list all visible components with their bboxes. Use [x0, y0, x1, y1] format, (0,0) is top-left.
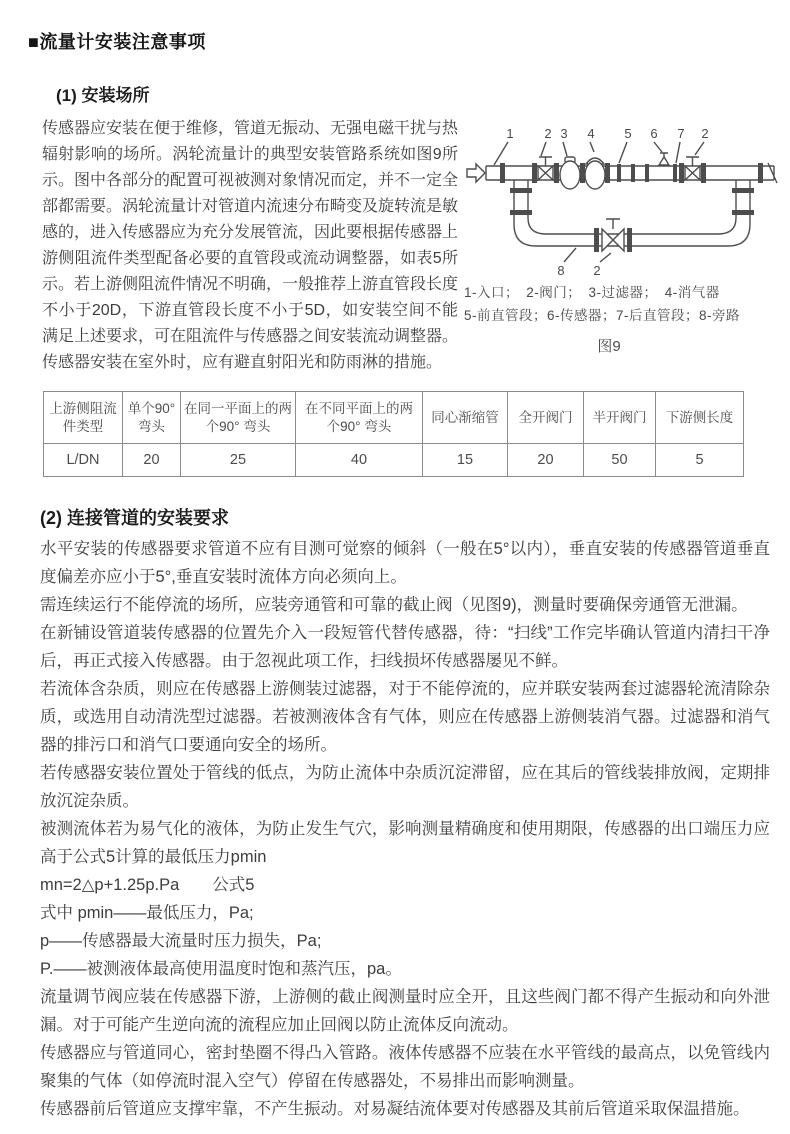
paragraph: 流量调节阀应装在传感器下游，上游侧的截止阀测量时应全开，且这些阀门都不得产生振动和向外泄漏。对于可能产生逆向流的流程应加止回阀以防止流体反向流动。	[40, 988, 770, 1034]
pipe-system-diagram	[464, 122, 784, 280]
formula-line: mn=2△p+1.25p.Pa 公式5	[40, 876, 255, 894]
formula-definition: p——传感器最大流量时压力损失，Pa;	[40, 932, 322, 950]
paragraph: 传感器前后管道应支撑牢靠，不产生振动。对易凝结流体要对传感器及其前后管道采取保温措施。	[40, 1100, 750, 1118]
flow-inlet-arrow-icon	[467, 164, 485, 182]
paragraph: 在新铺设管道装传感器的位置先介入一段短管代替传感器，待：“扫线”工作完毕确认管道内清扫干净后，再正式接入传感器。由于忽视此项工作，扫线损坏传感器屡见不鲜。	[40, 624, 770, 670]
flange	[701, 163, 706, 183]
flange	[732, 188, 754, 193]
table-data-cell: 40	[296, 444, 423, 477]
table-header-cell: 单个90°弯头	[123, 392, 181, 444]
table-data-cell: 20	[508, 444, 584, 477]
figure-9	[464, 116, 788, 376]
part-label: 3	[560, 126, 568, 141]
flange	[627, 228, 632, 252]
flange	[532, 163, 537, 183]
table-header-cell: 在不同平面上的两个90° 弯头	[296, 392, 423, 444]
table-header-row	[44, 392, 744, 444]
part-label: 2	[701, 126, 709, 141]
part-label: 5	[624, 126, 632, 141]
part-label: 2	[544, 126, 552, 141]
valve-stem	[686, 157, 699, 166]
flange	[732, 210, 754, 215]
flange	[580, 163, 585, 183]
flange	[554, 163, 559, 183]
table-data-row	[44, 444, 744, 477]
filter-icon	[560, 161, 580, 189]
figure-label: 图9	[597, 338, 621, 355]
valve-icon	[546, 166, 554, 180]
sensor-stem	[660, 153, 668, 157]
flange	[758, 163, 763, 183]
part-label: 1	[506, 126, 514, 141]
part-label: 4	[587, 126, 595, 141]
page-title: ■流量计安装注意事项	[28, 32, 206, 52]
figure-caption-line1: 1-入口； 2-阀门； 3-过滤器； 4-消气器	[464, 285, 720, 300]
section2-heading: (2) 连接管道的安装要求	[40, 508, 229, 528]
table-header-cell: 下游侧长度	[656, 392, 744, 444]
table-header-cell: 同心渐缩管	[423, 392, 508, 444]
straight-pipe-length-table	[43, 391, 744, 477]
table-header-cell: 全开阀门	[508, 392, 584, 444]
flange	[617, 164, 621, 182]
table-header-cell: 在同一平面上的两个90° 弯头	[181, 392, 296, 444]
table-data-cell: L/DN	[44, 444, 123, 477]
section2-body	[40, 535, 770, 1123]
table-header-cell: 上游侧阻流件类型	[44, 392, 123, 444]
part-label: 6	[650, 126, 658, 141]
flange	[673, 164, 677, 182]
section1-heading: (1) 安装场所	[56, 86, 150, 105]
flange	[631, 164, 635, 182]
flange	[645, 164, 649, 182]
valve-icon	[693, 166, 701, 180]
part-label: 8	[557, 263, 565, 278]
formula-definition: 式中 pmin——最低压力，Pa;	[40, 904, 254, 922]
figure-caption-line2: 5-前直管段；6-传感器；7-后直管段；8-旁路	[464, 308, 741, 323]
table-data-cell: 50	[584, 444, 656, 477]
paragraph: 被测流体若为易气化的液体，为防止发生气穴，影响测量精确度和使用期限，传感器的出口端压力应高于公式5计算的最低压力pmin	[40, 820, 770, 866]
sensor-icon	[659, 157, 669, 165]
paragraph: 传感器应与管道同心，密封垫圈不得凸入管路。液体传感器不应装在水平管线的最高点，以免管线内聚集的气体（如停流时混入空气）停留在传感器处，不易排出而影响测量。	[40, 1044, 770, 1090]
flange	[510, 210, 532, 215]
part-label: 7	[677, 126, 685, 141]
flange	[510, 188, 532, 193]
part-label: 2	[593, 263, 601, 278]
flange	[679, 163, 684, 183]
valve-stem	[606, 219, 620, 229]
valve-icon	[685, 166, 693, 180]
flange	[605, 163, 610, 183]
flange	[500, 163, 505, 183]
paragraph: 水平安装的传感器要求管道不应有目测可觉察的倾斜（一般在5°以内），垂直安装的传感器管道垂直度偏差亦应小于5°,垂直安装时流体方向必须向上。	[40, 540, 770, 586]
table-data-cell: 25	[181, 444, 296, 477]
air-eliminator-icon	[585, 161, 605, 189]
valve-stem	[539, 157, 552, 166]
bypass-valve-icon	[602, 229, 613, 251]
paragraph: 需连续运行不能停流的场所，应装旁通管和可靠的截止阀（见图9)，测量时要确保旁通管无泄漏。	[40, 596, 748, 614]
section1-columns	[42, 116, 790, 376]
table-data-cell: 15	[423, 444, 508, 477]
formula-definition: P.——被测液体最高使用温度时饱和蒸汽压，pa。	[40, 960, 402, 978]
flange	[594, 228, 599, 252]
table-header-cell: 半开阀门	[584, 392, 656, 444]
valve-icon	[538, 166, 546, 180]
bypass-valve-icon	[613, 229, 624, 251]
paragraph: 若流体含杂质，则应在传感器上游侧装过滤器，对于不能停流的，应并联安装两套过滤器轮流清除杂质，或选用自动清洗型过滤器。若被测液体含有气体，则应在传感器上游侧装消气器。过滤器和消气器的排污口和消气口要通向安全的场所。	[40, 680, 770, 754]
table-data-cell: 20	[123, 444, 181, 477]
paragraph: 若传感器安装位置处于管线的低点，为防止流体中杂质沉淀滞留，应在其后的管线装排放阀，定期排放沉淀杂质。	[40, 764, 770, 810]
table-data-cell: 5	[656, 444, 744, 477]
section1-body: 传感器应安装在便于维修，管道无振动、无强电磁干扰与热辐射影响的场所。涡轮流量计的典型安装管路系统如图9所示。图中各部分的配置可视被测对象情况而定，并不一定全部都需要。涡轮流量计对管道内流速分布畸变及旋转流是敏感的，进入传感器应为充分发展管流，因此要根据传感器上游侧阻流件类型配备必要的直管段或流动调整器，如表5所示。若上游侧阻流件情况不明确，一般推荐上游直管段长度不小于20D，下游直管段长度不小于5D，如安装空间不能满足上述要求，可在阻流件与传感器之间安装流动调整器。传感器安装在室外时，应有避直射阳光和防雨淋的措施。	[42, 120, 459, 371]
